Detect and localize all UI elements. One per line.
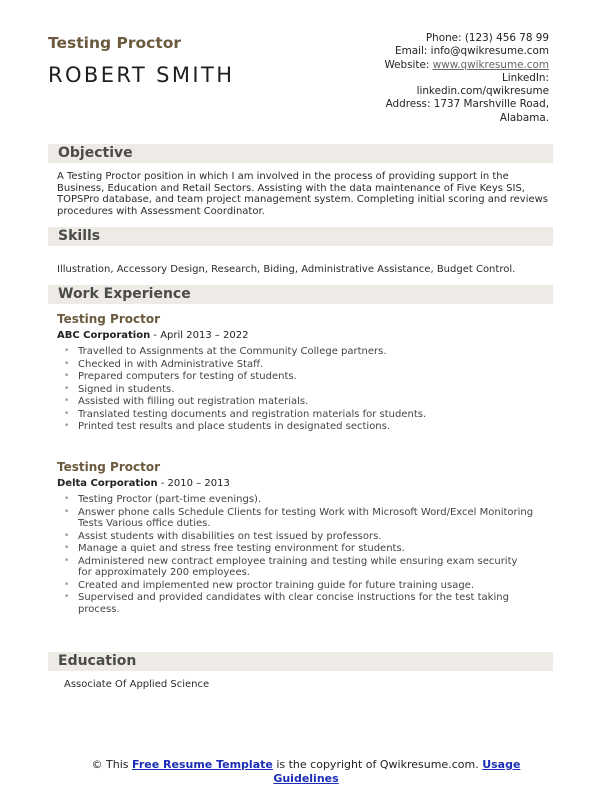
contact-phone: Phone: (123) 456 78 99: [425, 32, 549, 44]
contact-email: Email: info@qwikresume.com: [395, 45, 549, 58]
list-item: • Assist students with disabilities on test issued by professors.: [64, 531, 534, 543]
education-text: Associate Of Applied Science: [64, 679, 210, 690]
job-2-company-line: [57, 478, 230, 489]
website-link[interactable]: www.qwikresume.com: [432, 58, 549, 71]
address-line-1: Address: 1737 Marshville Road,: [385, 98, 549, 111]
job-1-title: Testing Proctor: [57, 312, 161, 326]
education-heading: Education: [58, 653, 137, 669]
list-item: • Administered new contract employee training and testing while ensuring exam security for approximately 200 employees.: [64, 556, 534, 579]
list-item: • Printed test results and place students in designated sections.: [64, 421, 534, 433]
list-item: • Prepared computers for testing of students.: [64, 371, 534, 383]
education-section-header: [48, 652, 553, 671]
experience-heading: Work Experience: [58, 286, 191, 302]
skills-heading: Skills: [58, 228, 101, 244]
job-1-company: ABC Corporation: [57, 330, 151, 341]
job-2-dates: - 2010 – 2013: [157, 478, 230, 489]
job-1-dates: - April 2013 – 2022: [150, 330, 249, 341]
job-1-company-line: [57, 330, 249, 341]
linkedin-value: linkedin.com/qwikresume: [416, 85, 549, 98]
list-item: • Assisted with filling out registration materials.: [64, 396, 534, 408]
list-item: • Supervised and provided candidates with clear concise instructions for the test taking process.: [64, 592, 534, 615]
footer-prefix: © This: [91, 758, 133, 771]
job-2-bullets: [64, 494, 534, 616]
job-1-bullets: [64, 346, 534, 434]
experience-section-header: [48, 285, 553, 304]
objective-heading: Objective: [58, 145, 133, 161]
objective-text: A Testing Proctor position in which I am involved in the process of providing support in the Business, Education and Retail Sectors. Assisting with the data maintenance of Five Keys SIS, TOPSPro database, and team project management system. Completing initial scoring and reviews procedures with Assessment Coordinator.: [57, 171, 549, 217]
footer-middle: is the copyright of Qwikresume.com.: [272, 758, 483, 771]
list-item: • Answer phone calls Schedule Clients for testing Work with Microsoft Word/Excel Monitoring Tests Various office duties.: [64, 507, 534, 530]
free-resume-template-link[interactable]: Free Resume Template: [132, 758, 273, 771]
contact-website: [289, 59, 549, 72]
contact-block: [289, 32, 549, 125]
website-label: Website:: [384, 58, 430, 71]
address-line-2: Alabama.: [499, 111, 549, 124]
candidate-name: ROBERT SMITH: [48, 63, 235, 87]
list-item: • Testing Proctor (part-time evenings).: [64, 494, 534, 506]
list-item: • Manage a quiet and stress free testing environment for students.: [64, 543, 534, 555]
list-item: • Signed in students.: [64, 384, 534, 396]
list-item: • Checked in with Administrative Staff.: [64, 359, 534, 371]
list-item: • Created and implemented new proctor training guide for future training usage.: [64, 580, 534, 592]
job-2-title: Testing Proctor: [57, 460, 161, 474]
skills-section-header: [48, 227, 553, 246]
skills-text: Illustration, Accessory Design, Research, Biding, Administrative Assistance, Budget Control.: [57, 264, 516, 275]
list-item: • Travelled to Assignments at the Community College partners.: [64, 346, 534, 358]
list-item: • Translated testing documents and registration materials for students.: [64, 409, 534, 421]
job-title: Testing Proctor: [48, 34, 182, 52]
job-2-company: Delta Corporation: [57, 478, 158, 489]
objective-section-header: [48, 144, 553, 163]
usage-guidelines-link[interactable]: Usage Guidelines: [273, 758, 521, 785]
linkedin-label: LinkedIn:: [501, 71, 549, 84]
copyright-footer: [60, 758, 552, 786]
